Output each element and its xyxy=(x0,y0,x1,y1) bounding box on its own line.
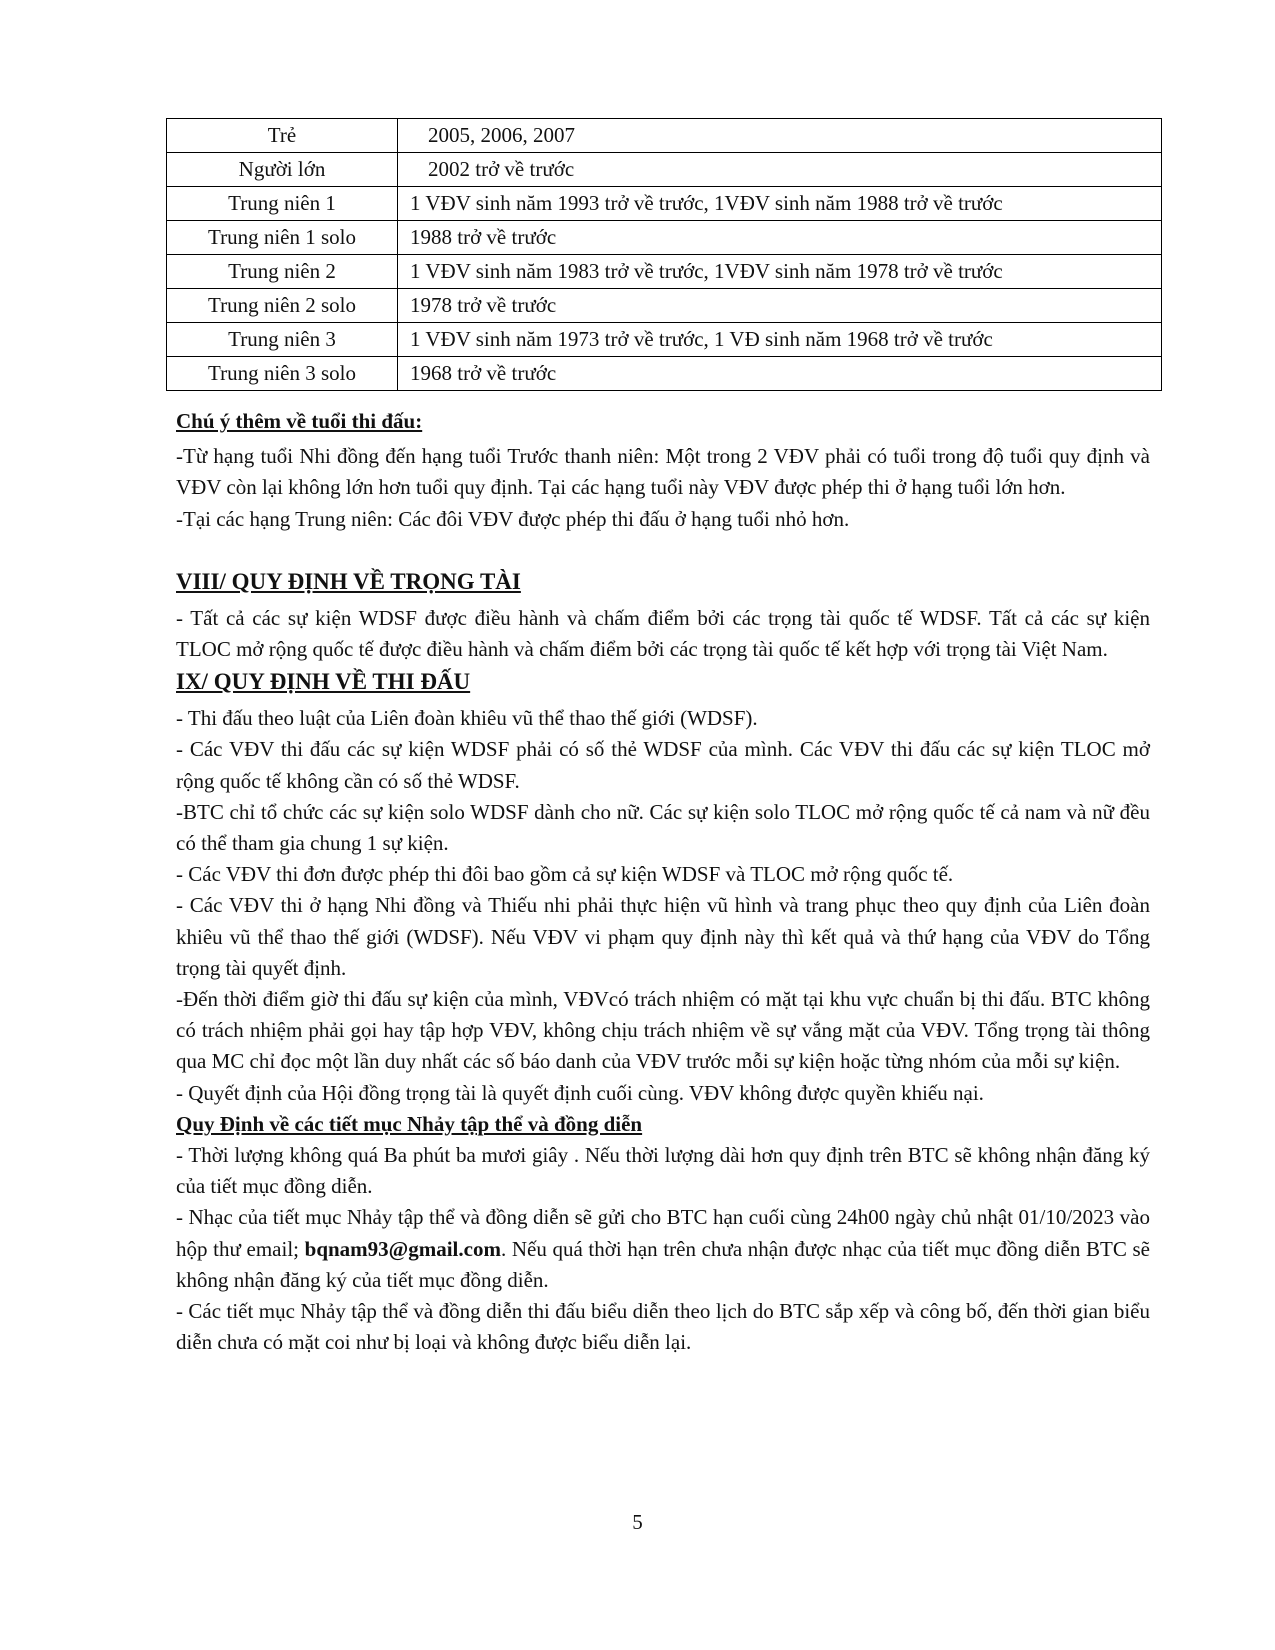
age-table-row xyxy=(167,119,1162,153)
age-note-paragraph-1: -Từ hạng tuổi Nhi đồng đến hạng tuổi Trước thanh niên: Một trong 2 VĐV phải có tuổi trong độ tuổi quy định và VĐV còn lại không lớn hơn tuổi quy định. Tại các hạng tuổi này VĐV được phép thi ở hạng tuổi lớn hơn. xyxy=(176,444,1150,500)
age-note-paragraph-2: -Tại các hạng Trung niên: Các đôi VĐV được phép thi đấu ở hạng tuổi nhỏ hơn. xyxy=(176,506,850,531)
age-category-table xyxy=(166,118,1162,391)
group-dance-heading: Quy Định về các tiết mục Nhảy tập thể và đồng diễn xyxy=(176,1111,643,1136)
section-9-paragraph-4: - Các VĐV thi đơn được phép thi đôi bao gồm cả sự kiện WDSF và TLOC mở rộng quốc tế. xyxy=(176,862,954,887)
section-8-heading: VIII/ QUY ĐỊNH VỀ TRỌNG TÀI xyxy=(176,568,521,594)
birth-year-cell: 1 VĐV sinh năm 1983 trở về trước, 1VĐV sinh năm 1978 trở về trước xyxy=(398,255,1162,289)
birth-year-cell: 2002 trở về trước xyxy=(398,153,1162,187)
section-9-paragraph-7: - Quyết định của Hội đồng trọng tài là quyết định cuối cùng. VĐV không được quyền khiếu nại. xyxy=(176,1080,984,1105)
age-table-row xyxy=(167,255,1162,289)
document-body xyxy=(176,406,1150,1358)
contact-email[interactable]: bqnam93@gmail.com xyxy=(304,1236,501,1261)
age-category-cell: Trung niên 3 xyxy=(167,323,398,357)
birth-year-cell: 1978 trở về trước xyxy=(398,289,1162,323)
section-9-paragraph-1: - Thi đấu theo luật của Liên đoàn khiêu vũ thể thao thế giới (WDSF). xyxy=(176,706,758,731)
group-dance-paragraph-2-end: . Nếu quá thời hạn trên chưa nhận được nhạc của tiết mục đồng diễn BTC sẽ không nhận đăng ký của tiết mục đồng diễn. xyxy=(176,1236,1150,1292)
age-category-cell: Trung niên 2 xyxy=(167,255,398,289)
age-note-heading: Chú ý thêm về tuổi thi đấu: xyxy=(176,409,423,433)
age-table-row xyxy=(167,187,1162,221)
group-dance-paragraph-3: - Các tiết mục Nhảy tập thể và đồng diễn thi đấu biểu diễn theo lịch do BTC sắp xếp và công bố, đến thời gian biểu diễn chưa có mặt coi như bị loại và không được biểu diễn lại. xyxy=(176,1299,1150,1355)
section-9-paragraph-3: -BTC chỉ tổ chức các sự kiện solo WDSF dành cho nữ. Các sự kiện solo TLOC mở rộng quốc tế cả nam và nữ đều có thể tham gia chung 1 sự kiện. xyxy=(176,799,1150,856)
section-9-paragraph-2: - Các VĐV thi đấu các sự kiện WDSF phải có số thẻ WDSF của mình. Các VĐV thi đấu các sự kiện TLOC mở rộng quốc tế không cần có số thẻ WDSF. xyxy=(176,737,1150,793)
section-9-paragraph-6: -Đến thời điểm giờ thi đấu sự kiện của mình, VĐVcó trách nhiệm có mặt tại khu vực chuẩn bị thi đấu. BTC không có trách nhiệm phải gọi hay tập hợp VĐV, không chịu trách nhiệm về sự vắng mặt của VĐV. Tổng trọng tài thông qua MC chỉ đọc một lần duy nhất các số báo danh của VĐV trước mỗi sự kiện hoặc từng nhóm của mỗi sự kiện. xyxy=(176,987,1150,1074)
section-9-paragraph-5: - Các VĐV thi ở hạng Nhi đồng và Thiếu nhi phải thực hiện vũ hình và trang phục theo quy định của Liên đoàn khiêu vũ thể thao thế giới (WDSF). Nếu VĐV vi phạm quy định này thì kết quả và thứ hạng của VĐV do Tổng trọng tài quyết định. xyxy=(176,893,1150,980)
group-dance-paragraph-2 xyxy=(176,1202,1150,1296)
section-8-paragraph-1: - Tất cả các sự kiện WDSF được điều hành và chấm điểm bởi các trọng tài quốc tế WDSF. Tất cả các sự kiện TLOC mở rộng quốc tế được điều hành và chấm điểm bởi các trọng tài quốc tế kết hợp với trọng tài Việt Nam. xyxy=(176,605,1150,662)
group-dance-paragraph-2-start: - Nhạc của tiết mục Nhảy tập thể và đồng diễn sẽ gửi cho BTC hạn cuối cùng 24h00 ngày chủ nhật 01/10/2023 vào hộp thư email; xyxy=(176,1205,1150,1261)
age-category-cell: Trẻ xyxy=(167,119,398,153)
birth-year-cell: 1988 trở về trước xyxy=(398,221,1162,255)
age-table-row xyxy=(167,153,1162,187)
group-dance-paragraph-1: - Thời lượng không quá Ba phút ba mươi giây . Nếu thời lượng dài hơn quy định trên BTC sẽ không nhận đăng ký của tiết mục đồng diễn. xyxy=(176,1143,1150,1199)
age-table-row xyxy=(167,323,1162,357)
age-table-row xyxy=(167,289,1162,323)
age-table-row xyxy=(167,357,1162,391)
age-category-cell: Người lớn xyxy=(167,153,398,187)
age-table-row xyxy=(167,221,1162,255)
birth-year-cell: 1968 trở về trước xyxy=(398,357,1162,391)
birth-year-cell: 2005, 2006, 2007 xyxy=(398,119,1162,153)
age-category-cell: Trung niên 1 solo xyxy=(167,221,398,255)
birth-year-cell: 1 VĐV sinh năm 1973 trở về trước, 1 VĐ sinh năm 1968 trở về trước xyxy=(398,323,1162,357)
birth-year-cell: 1 VĐV sinh năm 1993 trở về trước, 1VĐV sinh năm 1988 trở về trước xyxy=(398,187,1162,221)
section-9-heading: IX/ QUY ĐỊNH VỀ THI ĐẤU xyxy=(176,669,471,695)
age-category-cell: Trung niên 1 xyxy=(167,187,398,221)
age-category-cell: Trung niên 2 solo xyxy=(167,289,398,323)
age-category-cell: Trung niên 3 solo xyxy=(167,357,398,391)
page-number: 5 xyxy=(632,1510,643,1534)
